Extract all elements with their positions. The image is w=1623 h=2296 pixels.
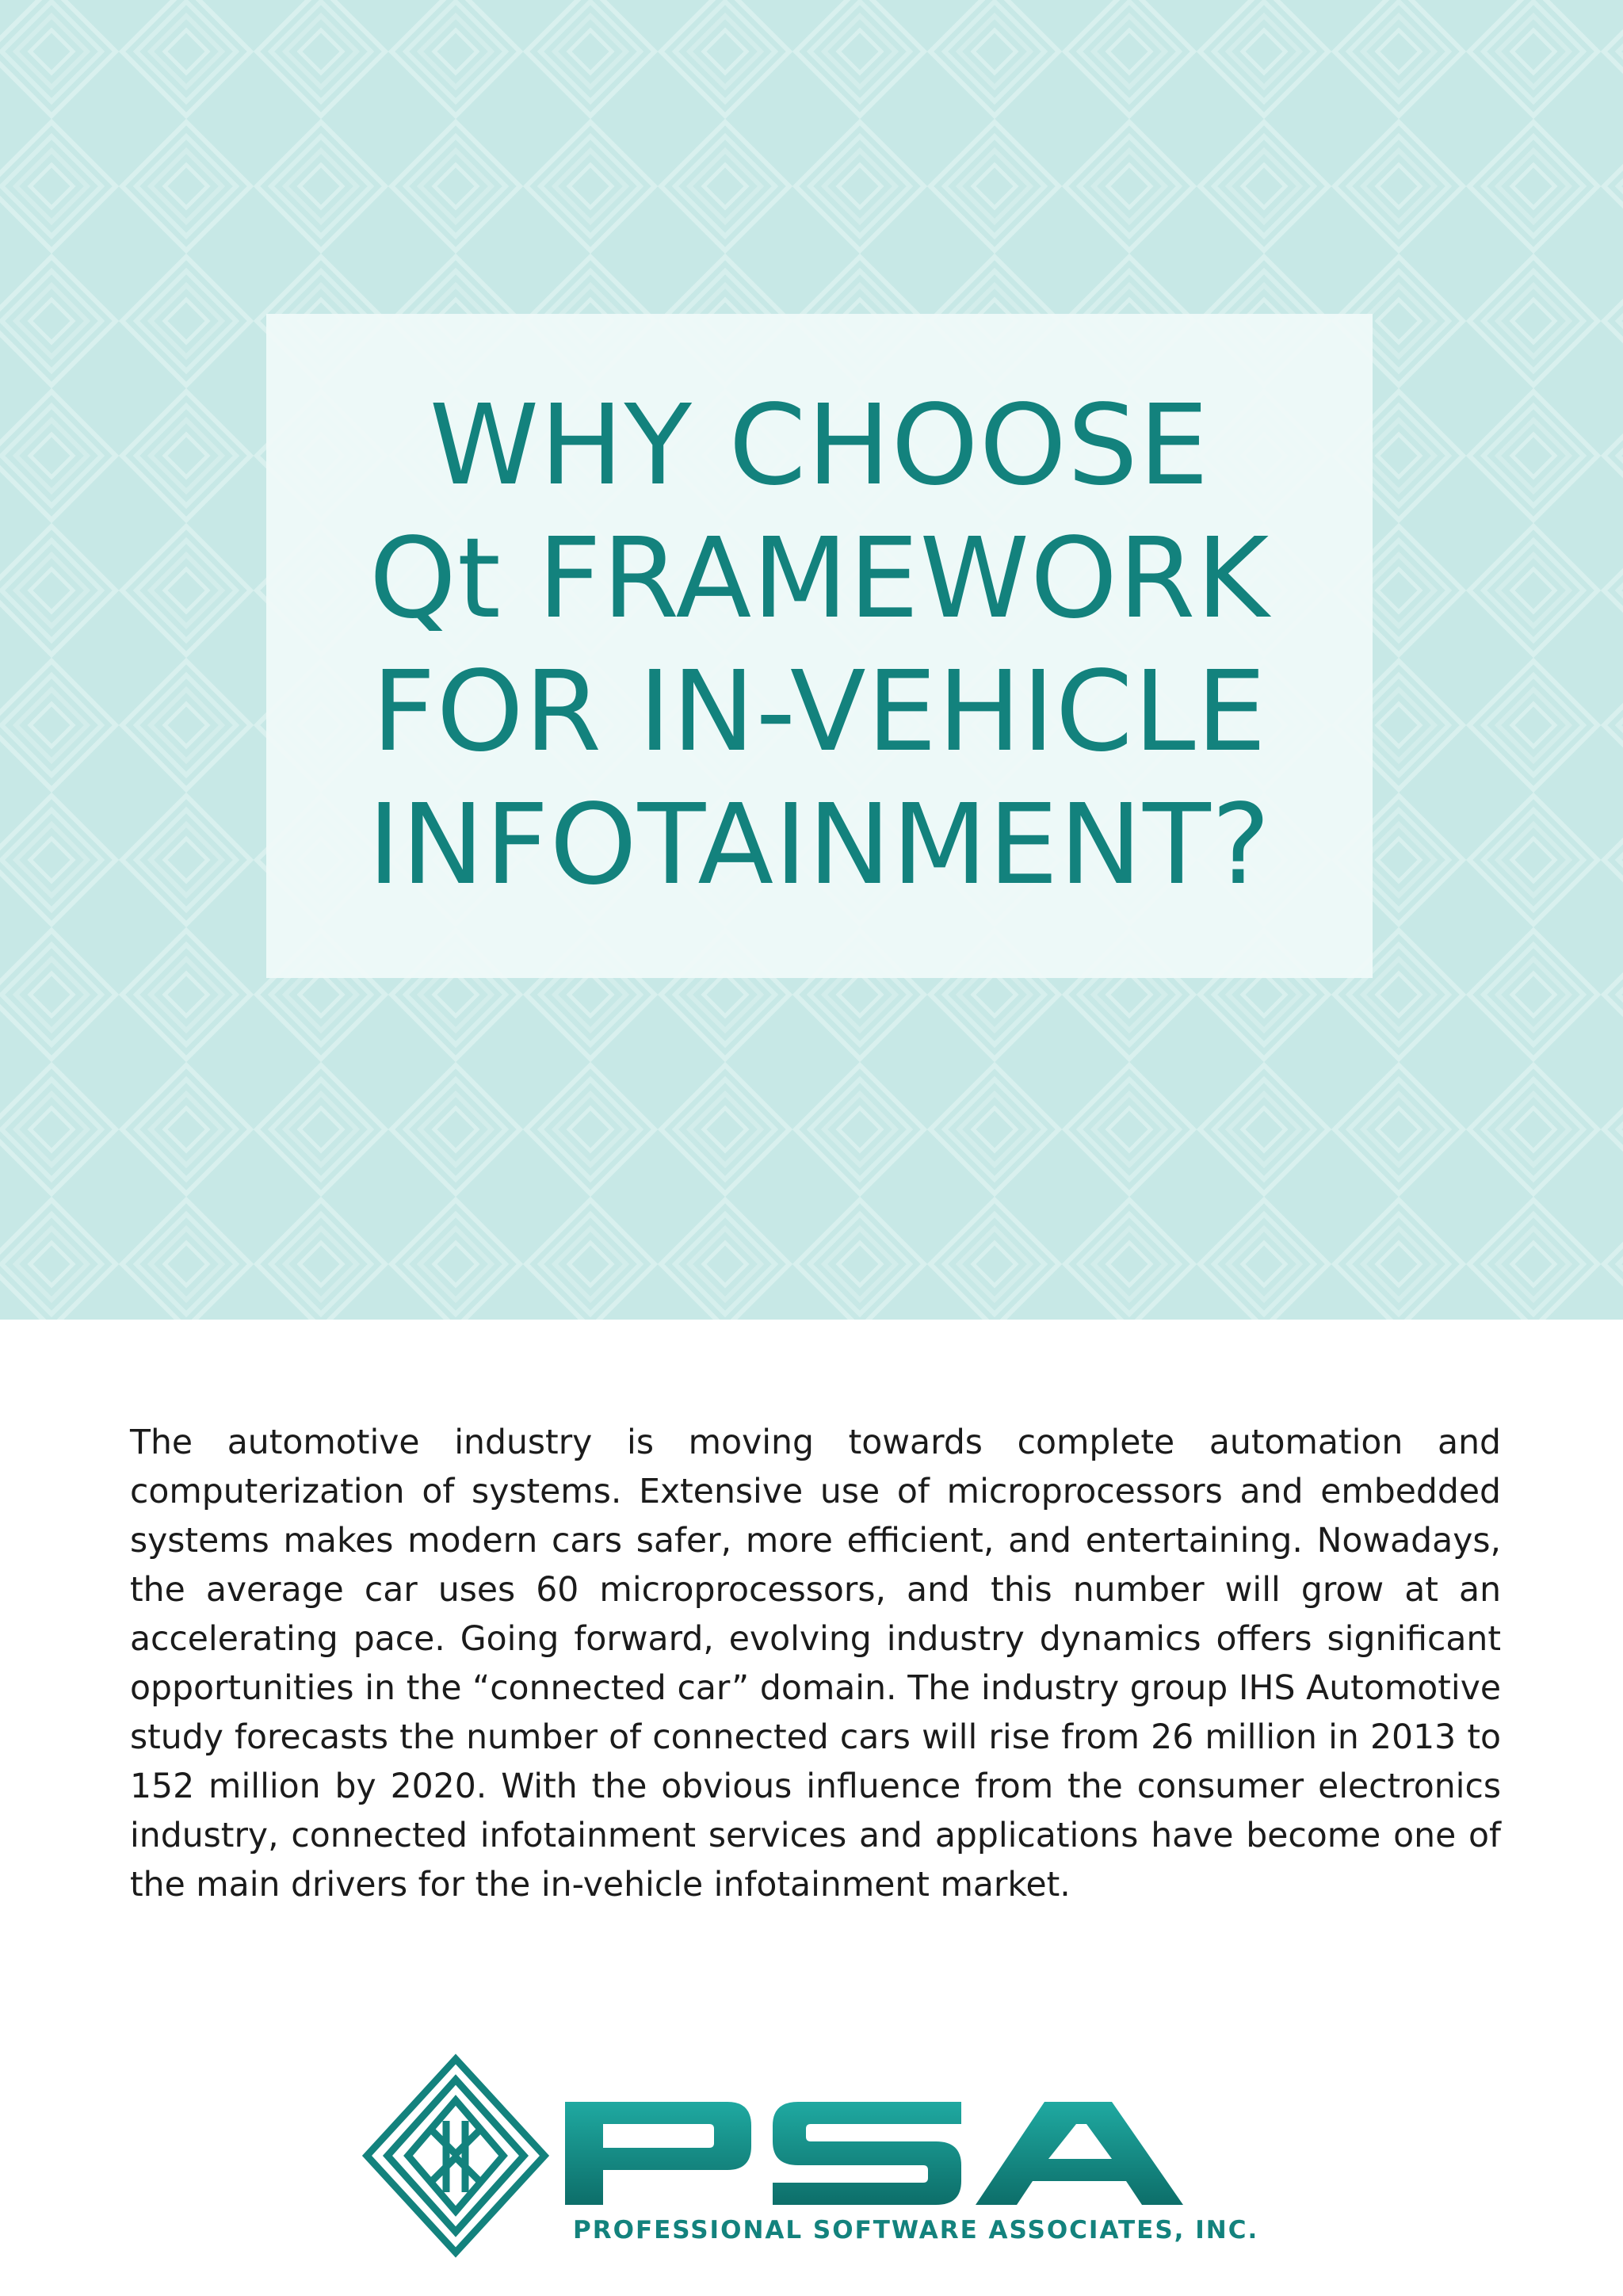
page-title-line-3: FOR IN-VEHICLE (372, 648, 1267, 777)
psa-logo (361, 2053, 1259, 2259)
page-title-line-2: Qt FRAMEWORK (369, 514, 1270, 644)
psa-diamond-mark-icon (361, 2053, 551, 2259)
psa-wordmark (565, 2102, 1183, 2205)
intro-paragraph: The automotive industry is moving towards complete automation and computerization of systems. Extensive use of microprocessors and embedded systems makes modern cars safer, more efficient, and entertaining. Nowadays, the average car uses 60 microprocessors, and this number will grow at an accelerating pace. Going forward, evolving industry dynamics offers significant opportunities in the “connected car” domain. The industry group IHS Automotive study forecasts the number of connected cars will rise from 26 million in 2013 to 152 million by 2020. With the obvious influence from the consumer electronics industry, connected infotainment services and applications have become one of the main drivers for the in-vehicle infotainment market. (130, 1423, 1501, 1904)
company-name: PROFESSIONAL SOFTWARE ASSOCIATES, INC. (573, 2216, 1259, 2244)
page-title-line-4: INFOTAINMENT? (368, 781, 1271, 910)
page-title-line-1: WHY CHOOSE (429, 381, 1210, 510)
title-panel (266, 314, 1373, 978)
